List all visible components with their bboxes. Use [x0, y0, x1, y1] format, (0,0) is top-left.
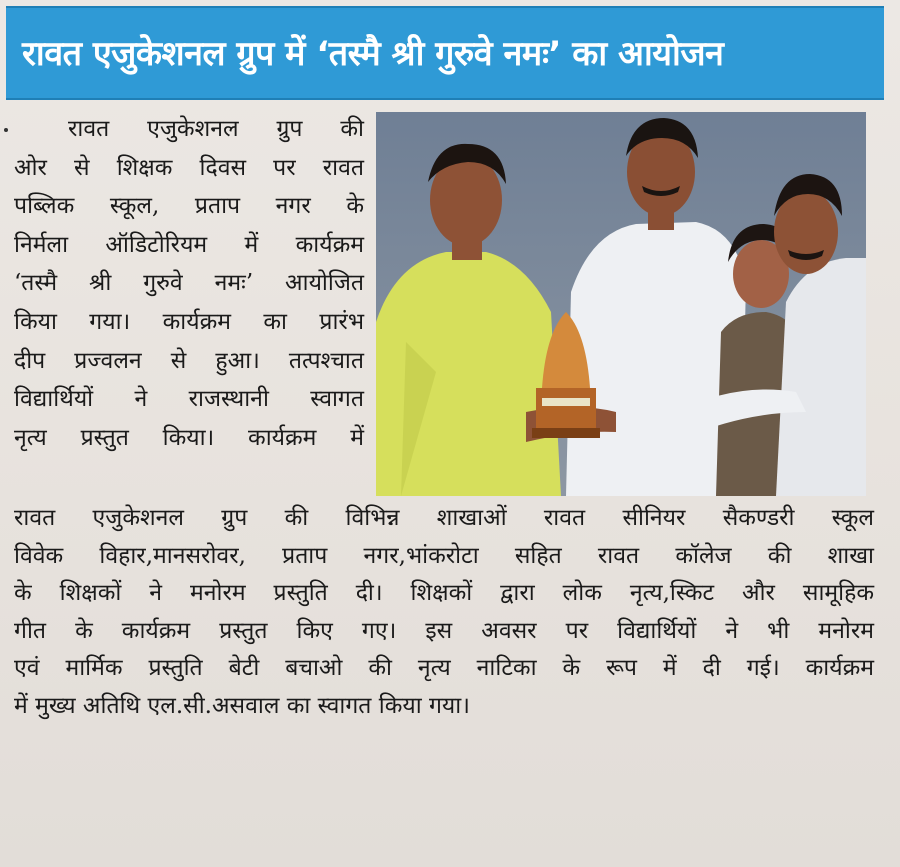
- article-line: ‘तस्मै श्री गुरुवे नमः’ आयोजित: [14, 270, 364, 297]
- article-line: में मुख्य अतिथि एल.सी.असवाल का स्वागत किया गया।: [14, 692, 470, 719]
- ink-speck: [4, 128, 8, 132]
- headline: रावत एजुकेशनल ग्रुप में ‘तस्मै श्री गुरुवे नमः’ का आयोजन: [22, 34, 724, 74]
- award-ceremony-photo: [376, 112, 866, 496]
- article-line: नृत्य प्रस्तुत किया। कार्यक्रम में: [14, 424, 364, 451]
- article-line: पब्लिक स्कूल, प्रताप नगर के: [14, 193, 364, 220]
- article-line: निर्मला ऑडिटोरियम में कार्यक्रम: [14, 231, 364, 258]
- article-line: के शिक्षकों ने मनोरम प्रस्तुति दी। शिक्षकों द्वारा लोक नृत्य,स्किट और सामूहिक: [14, 580, 874, 606]
- article-line: रावत एजुकेशनल ग्रुप की: [68, 116, 364, 142]
- photo-illustration: [376, 112, 866, 496]
- article-column-text: [14, 110, 364, 457]
- article-line: गीत के कार्यक्रम प्रस्तुत किए गए। इस अवसर पर विद्यार्थियों ने भी मनोरम: [14, 617, 874, 644]
- article-line: ओर से शिक्षक दिवस पर रावत: [14, 154, 364, 181]
- article-line: विवेक विहार,मानसरोवर, प्रताप नगर,भांकरोटा सहित रावत कॉलेज की शाखा: [14, 542, 874, 569]
- article-line: किया गया। कार्यक्रम का प्रारंभ: [14, 308, 364, 335]
- article-line: दीप प्रज्वलन से हुआ। तत्पश्चात: [14, 347, 364, 374]
- article-body-text: [14, 500, 874, 725]
- article-line: एवं मार्मिक प्रस्तुति बेटी बचाओ की नृत्य नाटिका के रूप में दी गई। कार्यक्रम: [14, 655, 874, 681]
- article-line: रावत एजुकेशनल ग्रुप की विभिन्न शाखाओं रावत सीनियर सैकण्डरी स्कूल: [14, 505, 874, 531]
- headline-banner: [6, 6, 884, 100]
- article-line: विद्यार्थियों ने राजस्थानी स्वागत: [14, 386, 364, 413]
